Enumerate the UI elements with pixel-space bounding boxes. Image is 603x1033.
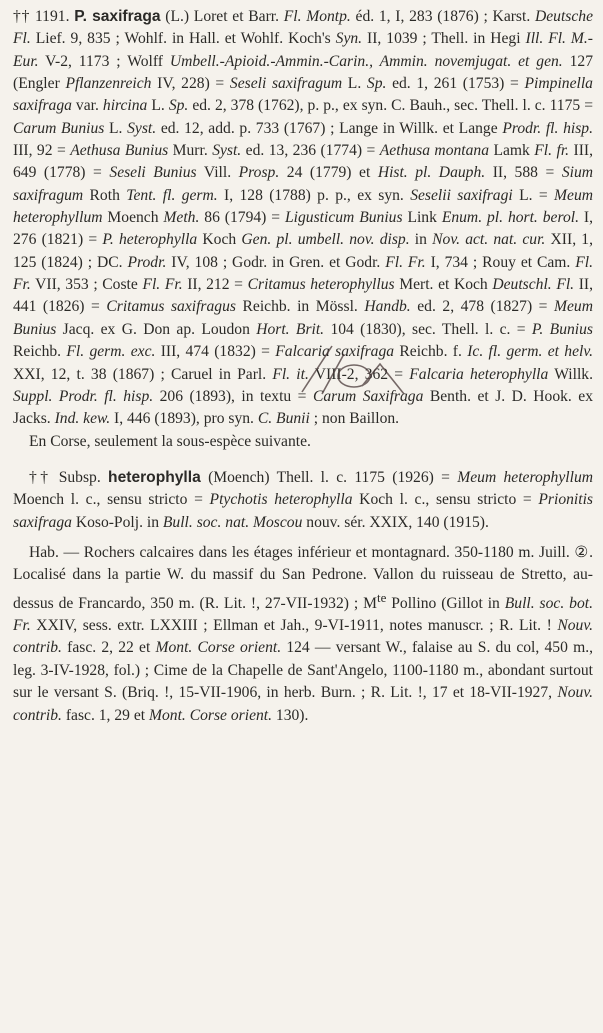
italic-citation: Ptychotis heterophylla xyxy=(209,491,353,509)
italic-citation: Meum heterophyllum xyxy=(13,186,594,227)
text-run: Hab. — Rochers calcaires dans les étages inférieur et montagnard. 350-1180 m. Juill. ②. Localisé dans la partie W. du massif du San Pedrone. Vallon du ruisseau de Stretto, au-dessus de Francardo, 350 m. (R. Lit. !, 27-VII-1932) ; M xyxy=(13,543,593,612)
text-run: VII, 353 ; Coste xyxy=(30,276,143,294)
italic-citation: Critamus heterophyllus xyxy=(247,276,395,294)
italic-citation: hircina xyxy=(102,97,148,115)
italic-citation: Carum Bunius xyxy=(13,119,105,137)
text-run: Link xyxy=(402,209,442,227)
italic-citation: Pflanzenreich xyxy=(65,75,152,93)
italic-citation: Hort. Brit. xyxy=(256,320,325,338)
italic-citation: Umbell.-Apioid.-Ammin.-Carin., Ammin. novemjugat. et gen. xyxy=(169,52,563,70)
text-run: Pollino (Gillot in xyxy=(386,594,505,612)
text-run: V-2, 1173 ; Wolff xyxy=(38,52,170,70)
taxon-name: P. saxifraga xyxy=(74,8,161,25)
text-run: L. xyxy=(147,97,169,115)
text-run: Benth. et J. D. Hook. ex Jacks. xyxy=(13,387,593,428)
text-run: III, 649 (1778) = xyxy=(13,142,593,182)
text-run: Murr. xyxy=(168,142,213,160)
italic-citation: Syn. xyxy=(335,30,363,48)
italic-citation: Fl. Fr. xyxy=(142,276,183,294)
text-run: I, 446 (1893), pro syn. xyxy=(110,410,258,428)
taxon-name: heterophylla xyxy=(108,468,201,486)
italic-citation: C. Bunii xyxy=(257,410,310,428)
italic-citation: Ic. fl. germ. et helv. xyxy=(467,343,593,361)
text-run: I, 128 (1788) p. p., ex syn. xyxy=(217,186,411,204)
italic-citation: Bull. soc. bot. Fr. xyxy=(13,594,593,635)
italic-citation: Aethusa montana xyxy=(379,142,490,160)
italic-citation: Fl. Montp. xyxy=(283,8,351,25)
text-run: Reichb. in Mössl. xyxy=(235,298,365,316)
text-run: L. xyxy=(342,75,367,93)
text-run: 104 (1830), sec. Thell. l. c. = xyxy=(324,320,532,338)
italic-citation: Meum Bunius xyxy=(13,298,593,338)
text-run: (L.) Loret et Barr. xyxy=(160,8,284,25)
italic-citation: Handb. xyxy=(364,298,411,316)
text-run: XXI, 12, t. 38 (1867) ; Caruel in Parl. xyxy=(13,365,273,383)
text-run: 24 (1779) et xyxy=(279,164,378,182)
italic-citation: Seseli Bunius xyxy=(109,164,197,182)
text-run: ed. 2, 378 (1762), p. p., ex syn. C. Bauh., sec. Thell. l. c. 1175 = xyxy=(188,97,593,115)
text-run: 206 (1893), in textu = xyxy=(153,387,313,405)
italic-citation: Meum heterophyllum xyxy=(457,468,594,486)
text-run: I, 276 (1821) = xyxy=(13,209,593,249)
italic-citation: Fl. germ. exc. xyxy=(66,343,156,361)
italic-citation: Nov. act. nat. cur. xyxy=(432,231,546,249)
italic-citation: Syst. xyxy=(212,142,242,160)
text-run: ed. 1, 261 (1753) = xyxy=(386,75,525,93)
italic-citation: Bull. soc. nat. Moscou xyxy=(162,513,303,531)
text-run: †† 1191. xyxy=(13,8,75,25)
text-run: L. = xyxy=(512,186,555,204)
text-run: II, 212 = xyxy=(182,276,248,294)
text-run: Reichb. xyxy=(13,343,67,361)
italic-citation: Ill. Fl. M.-Eur. xyxy=(13,30,593,70)
italic-citation: Critamus saxifragus xyxy=(106,298,236,316)
italic-citation: Prosp. xyxy=(238,164,280,182)
text-run: Willk. xyxy=(548,365,593,383)
text-run: III, 92 = xyxy=(13,142,71,160)
italic-citation: Carum Saxifraga xyxy=(312,387,424,405)
italic-citation: Ind. kew. xyxy=(54,410,111,428)
text-run: Lief. 9, 835 ; Wohlf. in Hall. et Wohlf. Koch's xyxy=(30,30,336,48)
text-run: Mert. et Koch xyxy=(394,276,493,294)
text-run: XII, 1, 125 (1824) ; DC. xyxy=(13,231,593,271)
text-run: Lamk xyxy=(489,142,535,160)
text-run: Vill. xyxy=(196,164,239,182)
text-run: 130). xyxy=(272,706,309,724)
paragraph-3 xyxy=(13,467,593,534)
italic-citation: Nouv. contrib. xyxy=(13,684,593,724)
italic-citation: Suppl. Prodr. fl. hisp. xyxy=(13,387,154,405)
italic-citation: Gen. pl. umbell. nov. disp. xyxy=(241,231,410,249)
italic-citation: Syst. xyxy=(127,119,157,137)
text-run: Moench xyxy=(102,209,164,227)
text-run: VIII-2, 362 = xyxy=(308,365,410,383)
italic-citation: Sium saxifragum xyxy=(13,164,593,204)
text-run: L. xyxy=(104,119,128,137)
italic-citation: Ligusticum Bunius xyxy=(284,209,403,227)
paragraph-4 xyxy=(13,542,593,727)
italic-citation: Enum. pl. hort. berol. xyxy=(441,209,579,227)
text-run: Jacq. ex G. Don ap. Loudon xyxy=(56,320,257,338)
text-run: Moench l. c., sensu stricto = xyxy=(13,491,210,509)
italic-citation: Tent. fl. germ. xyxy=(126,186,218,204)
paragraph-2 xyxy=(13,431,593,453)
italic-citation: Fl. Fr. xyxy=(13,253,594,294)
italic-citation: Deutsche Fl. xyxy=(13,8,593,48)
paragraph-1 xyxy=(13,6,593,431)
text-run: (Moench) Thell. l. c. 1175 (1926) = xyxy=(200,468,458,486)
italic-citation: Deutschl. Fl. xyxy=(492,276,575,294)
italic-citation: Prodr. xyxy=(127,253,167,271)
text-run: Koch xyxy=(197,231,242,249)
text-run: Reichb. f. xyxy=(394,343,468,361)
text-run: éd. 1, I, 283 (1876) ; Karst. xyxy=(350,8,535,25)
text-run: II, 1039 ; Thell. in Hegi xyxy=(362,30,526,48)
italic-citation: Mont. Corse orient. xyxy=(155,639,282,657)
italic-citation: Hist. pl. Dauph. xyxy=(377,164,486,182)
text-run: Koch l. c., sensu stricto = xyxy=(352,491,539,509)
text-run: ; non Baillon. xyxy=(309,410,400,428)
text-run: ed. 13, 236 (1774) = xyxy=(241,142,380,160)
italic-citation: Aethusa Bunius xyxy=(70,142,169,160)
italic-citation: Prionitis saxifraga xyxy=(13,491,593,531)
text-run: IV, 108 ; Godr. in Gren. et Godr. xyxy=(166,253,386,271)
text-run: ed. 2, 478 (1827) = xyxy=(410,298,555,316)
italic-citation: Seseli saxifragum xyxy=(229,75,343,93)
italic-citation: Meth. xyxy=(163,209,200,227)
text-run: II, 588 = xyxy=(485,164,562,182)
text-run: fasc. 1, 29 et xyxy=(61,706,149,724)
text-run: IV, 228) = xyxy=(151,75,230,93)
text-run: fasc. 2, 22 et xyxy=(61,639,156,657)
text-run: Roth xyxy=(83,186,127,204)
italic-citation: Mont. Corse orient. xyxy=(149,706,273,724)
text-run: ed. 12, add. p. 733 (1767) ; Lange in Willk. et Lange xyxy=(156,119,503,137)
italic-citation: Fl. it. xyxy=(272,365,309,383)
italic-citation: Pimpinella saxifraga xyxy=(13,75,593,115)
text-run: I, 734 ; Rouy et Cam. xyxy=(425,253,576,271)
text-run: Koso-Polj. in xyxy=(71,513,163,531)
text-run: XXIV, sess. extr. LXXIII ; Ellman et Jah., 9-VI-1911, notes manuscr. ; R. Lit. ! xyxy=(30,617,558,635)
text-run: II, 441 (1826) = xyxy=(13,276,593,316)
italic-citation: Seselii saxifragi xyxy=(410,186,513,204)
italic-citation: Prodr. fl. hisp. xyxy=(502,119,593,137)
italic-citation: P. Bunius xyxy=(531,320,593,338)
text-run: 86 (1794) = xyxy=(199,209,285,227)
section-gap xyxy=(13,453,593,467)
text-run: in xyxy=(409,231,433,249)
document-text xyxy=(13,6,593,727)
italic-citation: P. heterophylla xyxy=(102,231,198,249)
text-run: En Corse, seulement la sous-espèce suivante. xyxy=(29,432,311,450)
italic-citation: Falcaria heterophylla xyxy=(409,365,549,383)
text-run: 124 — versant W., falaise au S. du col, 450 m., leg. 3-IV-1928, fol.) ; Cime de la Chapelle de Sant'Angelo, 1100-1180 m., abondant surtout sur le versant S. (Briq. !, 15-VII-1906, in herb. Burn. ; R. Lit. !, 17 et 18-VII-1927, xyxy=(13,639,594,702)
italic-citation: Fl. fr. xyxy=(534,142,570,160)
text-run: III, 474 (1832) = xyxy=(155,343,276,361)
italic-citation: Nouv. contrib. xyxy=(13,617,593,657)
text-run: 127 (Engler xyxy=(13,52,593,93)
text-run: †† Subsp. xyxy=(29,468,109,486)
section-gap xyxy=(13,534,593,542)
italic-citation: Fl. Fr. xyxy=(385,253,426,271)
text-run: nouv. sér. XXIX, 140 (1915). xyxy=(302,513,489,531)
italic-citation: Falcaria saxifraga xyxy=(275,343,395,361)
italic-citation: Sp. xyxy=(366,75,387,93)
text-run: te xyxy=(376,589,387,605)
italic-citation: Sp. xyxy=(168,97,189,115)
text-run: var. xyxy=(71,97,103,115)
